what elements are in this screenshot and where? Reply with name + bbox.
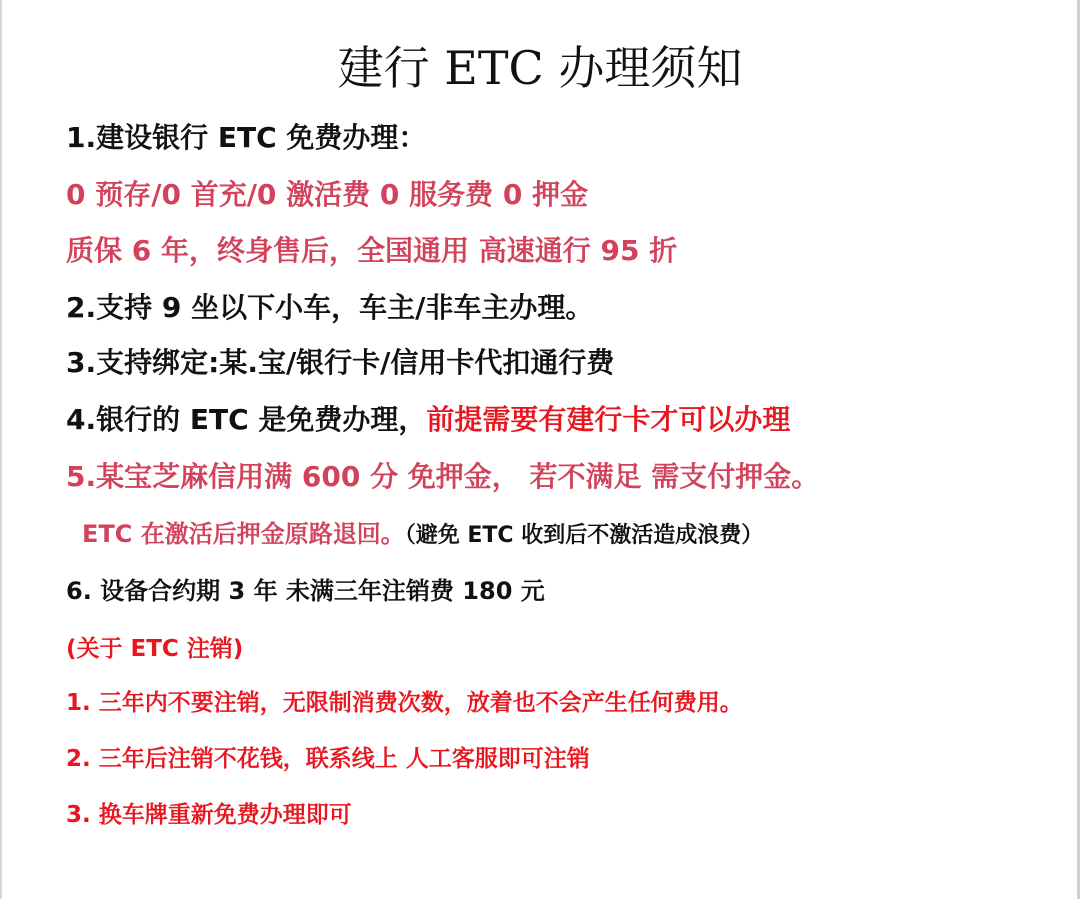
item-2-vehicle-support: 2.支持 9 坐以下小车，车主/非车主办理。	[66, 291, 594, 324]
item-4-requirement: 前提需要有建行卡才可以办理	[426, 403, 791, 436]
item-3-binding-support: 3.支持绑定:某.宝/银行卡/信用卡代扣通行费	[66, 346, 615, 379]
cancellation-item-2: 2. 三年后注销不花钱，联系线上 人工客服即可注销	[66, 746, 590, 772]
fee-waiver-line: 0 预存/0 首充/0 激活费 0 服务费 0 押金	[66, 178, 589, 211]
item-4-text: 4.银行的 ETC 是免费办理，	[66, 403, 427, 436]
warranty-line: 质保 6 年，终身售后，全国通用 高速通行 95 折	[66, 234, 678, 267]
item-6-contract-period: 6. 设备合约期 3 年 未满三年注销费 180 元	[66, 577, 545, 605]
page-title: 建行 ETC 办理须知	[337, 41, 743, 95]
deposit-refund-note: （避免 ETC 收到后不激活造成浪费）	[404, 523, 764, 548]
cancellation-item-1: 1. 三年内不要注销，无限制消费次数，放着也不会产生任何费用。	[66, 690, 743, 716]
page-border-left	[0, 0, 2, 899]
cancellation-heading: (关于 ETC 注销)	[66, 636, 244, 662]
item-4-free-processing	[66, 400, 790, 440]
deposit-refund-line	[82, 516, 763, 554]
deposit-refund-text: ETC 在激活后押金原路退回。	[82, 520, 405, 548]
item-1-heading: 1.建设银行 ETC 免费办理：	[66, 121, 427, 154]
item-5-deposit: 5.某宝芝麻信用满 600 分 免押金， 若不满足 需支付押金。	[66, 460, 820, 493]
cancellation-item-3: 3. 换车牌重新免费办理即可	[66, 802, 352, 828]
